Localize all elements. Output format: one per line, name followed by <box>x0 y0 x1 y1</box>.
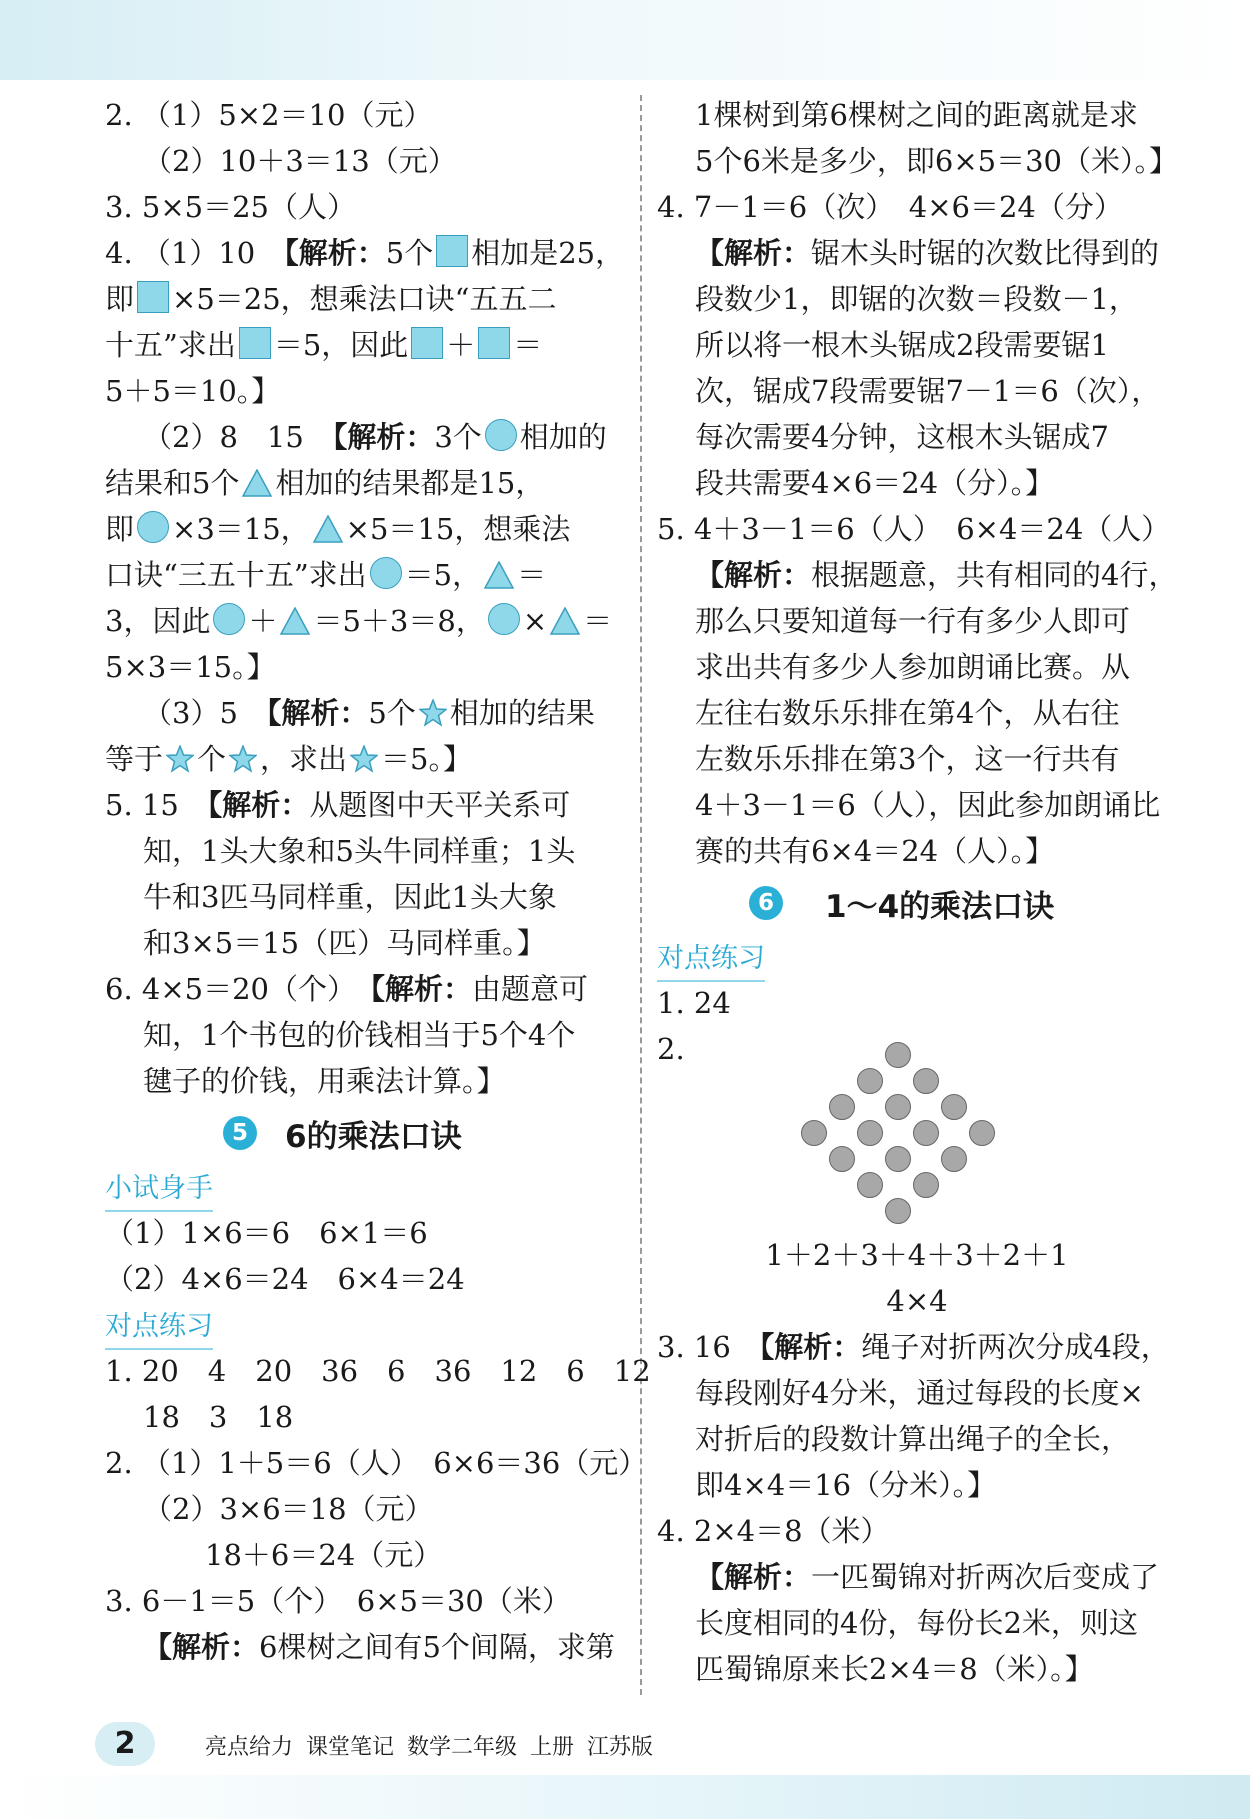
subsection-title: 对点练习 <box>657 938 765 982</box>
text: ＋ <box>248 604 278 638</box>
text: ＋ <box>446 328 476 362</box>
answer-line <box>105 782 630 828</box>
dot <box>885 1146 911 1172</box>
answer-line: （2）4×6＝24 6×4＝24 <box>105 1262 465 1296</box>
text: 根据题意，共有相同的4行， <box>811 558 1178 592</box>
answer-line: 毽子的价钱，用乘法计算。】 <box>143 1064 506 1098</box>
star-icon <box>419 699 447 727</box>
answer-line: 匹蜀锦原来长2×4＝8（米）。】 <box>695 1652 1094 1686</box>
answer-line: 18＋6＝24（元） <box>205 1538 443 1572</box>
circle-icon <box>370 557 402 589</box>
answer-line: 4＋3－1＝6（人），因此参加朗诵比 <box>695 788 1161 822</box>
dot <box>829 1094 855 1120</box>
book-title: 亮点给力 课堂笔记 数学二年级 上册 江苏版 <box>205 1735 653 1760</box>
answer-line: 18 3 18 <box>143 1400 294 1434</box>
dot <box>885 1198 911 1224</box>
triangle-icon <box>242 469 272 497</box>
answer-line <box>105 598 630 644</box>
dot <box>941 1094 967 1120</box>
text: 相加的结果 <box>449 696 595 730</box>
answer-line: 左往右数乐乐排在第4个，从右往 <box>695 696 1120 730</box>
dot <box>885 1094 911 1120</box>
text: 5个 <box>368 696 416 730</box>
text: 一匹蜀锦对折两次后变成了 <box>811 1560 1160 1594</box>
analysis-label: 【解析： <box>759 1330 862 1364</box>
dot <box>913 1172 939 1198</box>
analysis-label: 【解析： <box>332 420 435 454</box>
answer-line: 1. 24 <box>657 986 731 1020</box>
text: 即 <box>105 282 135 316</box>
answer-line: 4. 2×4＝8（米） <box>657 1514 890 1548</box>
text: 3. 16 <box>657 1330 760 1364</box>
equation-line: 1＋2＋3＋4＋3＋2＋1 <box>765 1238 1069 1272</box>
square-icon <box>436 235 468 267</box>
star-icon <box>229 745 257 773</box>
answer-line: 求出共有多少人参加朗诵比赛。从 <box>695 650 1131 684</box>
text: 十五”求出 <box>105 328 236 362</box>
text: 4. （1）10 <box>105 236 285 270</box>
answer-line: 和3×5＝15（匹）马同样重。】 <box>143 926 546 960</box>
text: 6棵树之间有5个间隔，求第 <box>259 1630 615 1664</box>
text: 锯木头时锯的次数比得到的 <box>811 236 1160 270</box>
text: × <box>522 604 548 638</box>
subsection <box>105 1302 630 1348</box>
answer-line: 2. （1）5×2＝10（元） <box>105 98 433 132</box>
answer-line <box>657 1554 1177 1600</box>
text: 相加是25， <box>471 236 625 270</box>
text: ＝5，因此 <box>273 328 409 362</box>
answer-line <box>105 460 630 506</box>
text: ＝ <box>517 558 547 592</box>
answer-line: 段数少1，即锯的次数＝段数－1， <box>695 282 1138 316</box>
answer-line: 段共需要4×6＝24（分）。】 <box>695 466 1055 500</box>
analysis-label: 【解析： <box>695 236 812 270</box>
star-icon <box>166 745 194 773</box>
text: 3，因此 <box>105 604 211 638</box>
answer-line <box>105 552 630 598</box>
page-footer <box>95 1722 1195 1772</box>
answer-line: 2. （1）1＋5＝6（人） 6×6＝36（元） <box>105 1446 648 1480</box>
text: 个 <box>197 742 227 776</box>
answer-line <box>105 1624 630 1670</box>
triangle-icon <box>280 607 310 635</box>
answer-line: （2）3×6＝18（元） <box>143 1492 434 1526</box>
dot <box>941 1146 967 1172</box>
text: 相加的 <box>519 420 607 454</box>
answer-line: 左数乐乐排在第3个，这一行共有 <box>695 742 1120 776</box>
section-title: 6的乘法口诀 <box>285 1119 462 1155</box>
square-icon <box>137 281 169 313</box>
dot <box>801 1120 827 1146</box>
dot <box>885 1042 911 1068</box>
answer-line: 每段刚好4分米，通过每段的长度× <box>695 1376 1144 1410</box>
circle-icon <box>488 603 520 635</box>
section-heading <box>657 874 1177 934</box>
square-icon <box>411 327 443 359</box>
square-icon <box>478 327 510 359</box>
answer-line: 次，锯成7段需要锯7－1＝6（次）， <box>695 374 1161 408</box>
dot <box>829 1146 855 1172</box>
section-title: 1～4的乘法口诀 <box>825 889 1055 925</box>
text: 相加的结果都是15， <box>275 466 545 500</box>
analysis-label: 【解析： <box>143 1630 260 1664</box>
answer-line: 每次需要4分钟，这根木头锯成7 <box>695 420 1109 454</box>
triangle-icon <box>484 561 514 589</box>
answer-line: 5. 4＋3－1＝6（人） 6×4＝24（人） <box>657 512 1171 546</box>
analysis-label: 【解析： <box>695 558 812 592</box>
text: ，求出 <box>260 742 348 776</box>
text: 3个 <box>434 420 482 454</box>
text: ×5＝15，想乘法 <box>345 512 571 546</box>
text: ＝5， <box>404 558 482 592</box>
analysis-label: 【解析： <box>370 972 473 1006</box>
answer-line: 3. 5×5＝25（人） <box>105 190 356 224</box>
answer-line: 5＋5＝10。】 <box>105 374 281 408</box>
subsection-title: 小试身手 <box>105 1168 213 1212</box>
bottom-decoration <box>0 1775 1250 1819</box>
answer-line: 5×3＝15。】 <box>105 650 276 684</box>
text: 从题图中天平关系可 <box>309 788 571 822</box>
text: ＝ <box>513 328 543 362</box>
text: ＝ <box>583 604 613 638</box>
circle-icon <box>137 511 169 543</box>
answer-line: 长度相同的4份，每份长2米，则这 <box>695 1606 1138 1640</box>
answer-line: 1棵树到第6棵树之间的距离就是求 <box>695 98 1138 132</box>
text: ×3＝15， <box>172 512 310 546</box>
text: 由题意可 <box>472 972 589 1006</box>
dot <box>913 1068 939 1094</box>
triangle-icon <box>313 515 343 543</box>
subsection-title: 对点练习 <box>105 1306 213 1350</box>
dot <box>857 1120 883 1146</box>
dot-diamond-figure <box>657 1072 1177 1232</box>
answer-line: 对折后的段数计算出绳子的全长， <box>695 1422 1131 1456</box>
answer-line <box>105 230 630 276</box>
analysis-label: 【解析： <box>695 1560 812 1594</box>
subsection <box>657 934 1177 980</box>
answer-line: 即4×4＝16（分米）。】 <box>695 1468 997 1502</box>
answer-line: 5个6米是多少，即6×5＝30（米）。】 <box>695 144 1179 178</box>
text: 6. 4×5＝20（个） <box>105 972 371 1006</box>
analysis-label: 【解析： <box>266 696 369 730</box>
answer-line <box>657 552 1177 598</box>
left-column <box>105 92 651 1670</box>
answer-line: 4. 7－1＝6（次） 4×6＝24（分） <box>657 190 1123 224</box>
answer-line <box>657 1324 1177 1370</box>
analysis-label: 【解析： <box>284 236 386 270</box>
text: （2）8 15 <box>143 420 333 454</box>
answer-line <box>105 690 630 736</box>
text: 5个 <box>385 236 434 270</box>
text: （3）5 <box>143 696 267 730</box>
square-icon <box>239 327 271 359</box>
equation-line: 4×4 <box>886 1284 948 1318</box>
dot <box>857 1068 883 1094</box>
text: ＝5。】 <box>381 742 472 776</box>
text: 等于 <box>105 742 164 776</box>
page-number: 2 <box>95 1722 155 1766</box>
section-number-badge: 6 <box>749 886 783 920</box>
answer-line: 1. 20 4 20 36 6 36 12 6 12 <box>105 1354 651 1388</box>
dot <box>913 1120 939 1146</box>
answer-line: （2）10＋3＝13（元） <box>143 144 457 178</box>
answer-line: 知，1头大象和5头牛同样重；1头 <box>143 834 576 868</box>
answer-line <box>657 230 1177 276</box>
dot <box>857 1172 883 1198</box>
answer-line: 2. <box>657 1032 685 1066</box>
answer-line: 3. 6－1＝5（个） 6×5＝30（米） <box>105 1584 571 1618</box>
top-decoration <box>0 0 1250 80</box>
answer-line: 那么只要知道每一行有多少人即可 <box>695 604 1131 638</box>
answer-line <box>105 322 630 368</box>
analysis-label: 【解析： <box>207 788 310 822</box>
answer-line <box>105 276 630 322</box>
text: ＝5＋3＝8， <box>313 604 485 638</box>
answer-line <box>105 736 630 782</box>
answer-line <box>105 414 630 460</box>
answer-line: 所以将一根木头锯成2段需要锯1 <box>695 328 1109 362</box>
text: 5. 15 <box>105 788 208 822</box>
section-number-badge: 5 <box>223 1116 257 1150</box>
text: 口诀“三五十五”求出 <box>105 558 367 592</box>
circle-icon <box>213 603 245 635</box>
text: 绳子对折两次分成4段， <box>861 1330 1170 1364</box>
text: ×5＝25，想乘法口诀“五五二 <box>172 282 557 316</box>
answer-line <box>105 966 630 1012</box>
dot <box>969 1120 995 1146</box>
star-icon <box>350 745 378 773</box>
triangle-icon <box>550 607 580 635</box>
answer-line: 赛的共有6×4＝24（人）。】 <box>695 834 1055 868</box>
text: 结果和5个 <box>105 466 240 500</box>
answer-line: 知，1个书包的价钱相当于5个4个 <box>143 1018 576 1052</box>
answer-line: 牛和3匹马同样重，因此1头大象 <box>143 880 557 914</box>
subsection <box>105 1164 630 1210</box>
circle-icon <box>485 419 517 451</box>
right-column <box>657 92 1177 1692</box>
answer-line <box>105 506 630 552</box>
answer-line: （1）1×6＝6 6×1＝6 <box>105 1216 428 1250</box>
section-heading <box>105 1104 630 1164</box>
text: 即 <box>105 512 135 546</box>
